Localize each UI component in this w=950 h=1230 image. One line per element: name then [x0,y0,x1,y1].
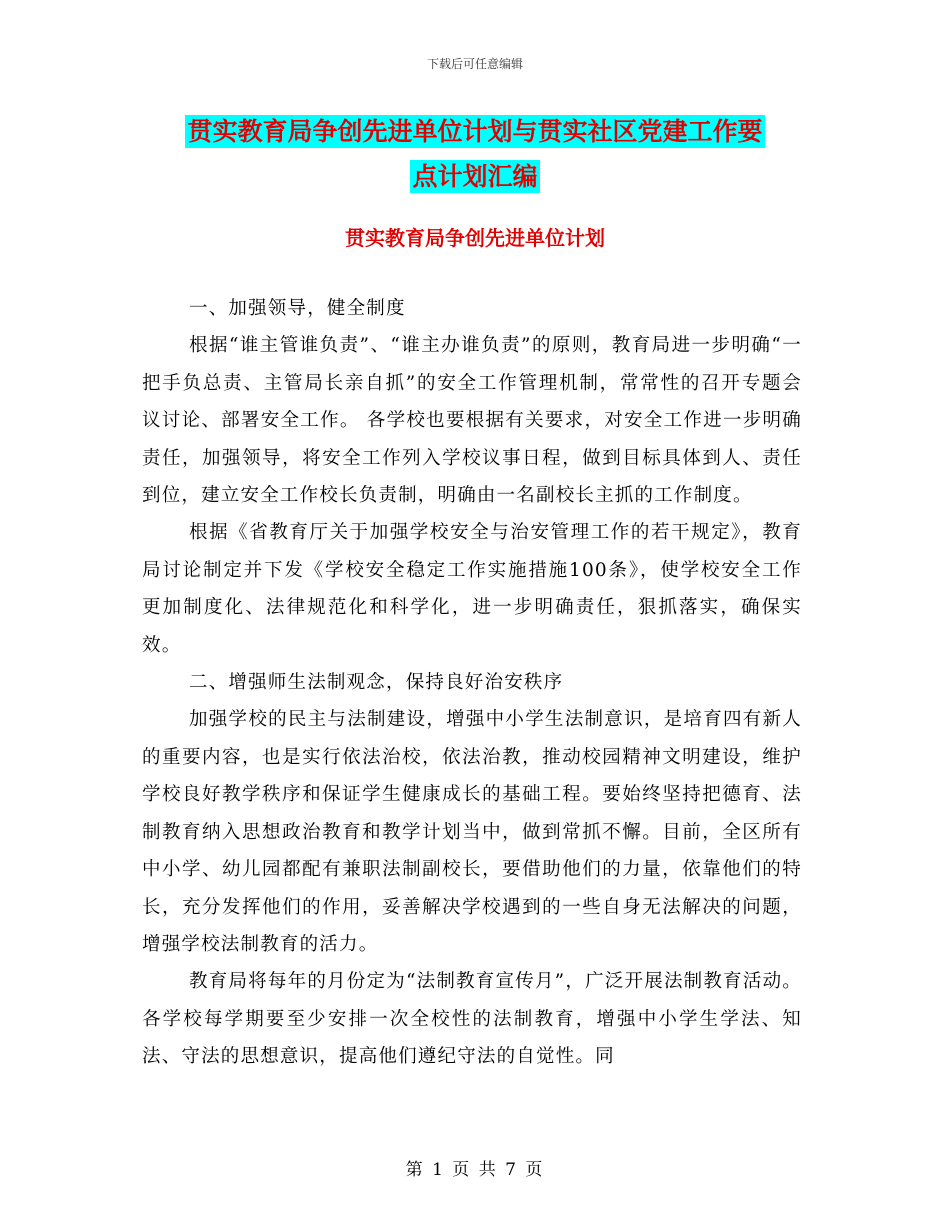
heading-2: 二、增强师生法制观念，保持良好治安秩序 [189,672,564,694]
document-title-line-1 [0,112,950,148]
page-footer: 第 1 页 共 7 页 [405,1160,545,1180]
paragraph: 根据“谁主管谁负责”、“谁主办谁负责”的原则，教育局进一步明确“一把手负总责、主管局长亲自抓”的安全工作管理机制，常常性的召开专题会议讨论、部署安全工作。 各学校也要根据有关要求，对安全工作进一步明确责任，加强领导，将安全工作列入学校议事日程，做到目标具体到人、责任到位，建立安全工作校长负责制，明确由一名副校长主抓的工作制度。 [142,335,802,507]
title-highlight-2: 点计划汇编 [412,162,538,191]
paragraph: 加强学校的民主与法制建设，增强中小学生法制意识，是培育四有新人的重要内容，也是实行依法治校，依法治教，推动校园精神文明建设，维护学校良好教学秩序和保证学生健康成长的基础工程。要始终坚持把德育、法制教育纳入思想政治教育和教学计划当中，做到常抓不懈。目前，全区所有中小学、幼儿园都配有兼职法制副校长，要借助他们的力量，依靠他们的特长，充分发挥他们的作用，妥善解决学校遇到的一些自身无法解决的问题，增强学校法制教育的活力。 [142,709,802,955]
section-title: 贯实教育局争创先进单位计划 [345,226,605,250]
page-header: 下载后可任意编辑 [426,57,523,71]
title-highlight-1: 贯实教育局争创先进单位计划与贯实社区党建工作要 [187,117,763,146]
paragraph: 根据《省教育厅关于加强学校安全与治安管理工作的若干规定》，教育局讨论制定并下发《学校安全稳定工作实施措施100条》，使学校安全工作更加制度化、法律规范化和科学化，进一步明确责任，狠抓落实，确保实效。 [142,522,802,656]
document-title-line-2 [0,157,950,193]
paragraph: 教育局将每年的月份定为“法制教育宣传月”，广泛开展法制教育活动。各学校每学期要至少安排一次全校性的法制教育，增强中小学生学法、知法、守法的思想意识，提高他们遵纪守法的自觉性。同 [142,971,802,1068]
heading-1: 一、加强领导，健全制度 [189,298,406,319]
document-body [142,290,802,1076]
